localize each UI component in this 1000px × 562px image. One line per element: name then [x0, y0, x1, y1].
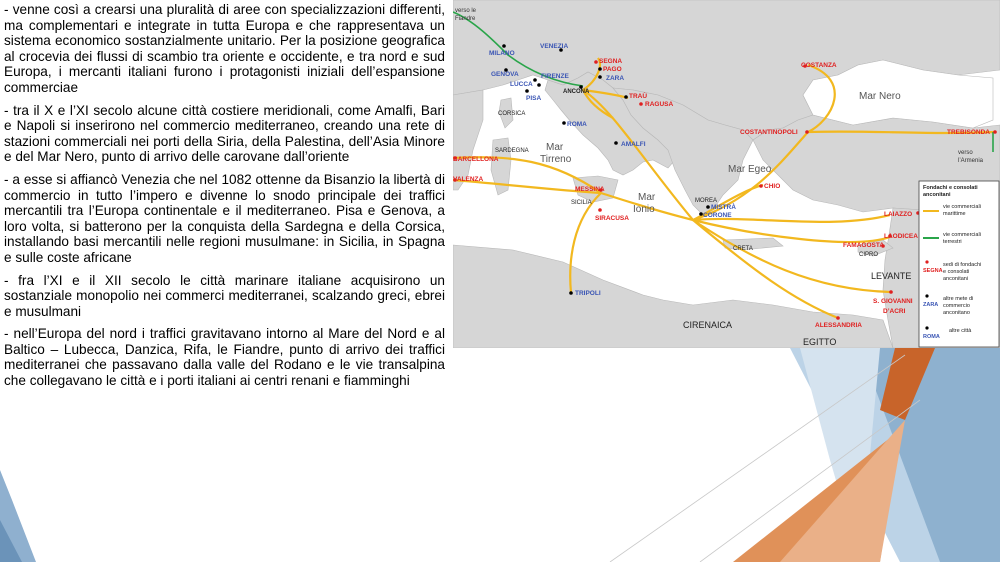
city-label: SARDEGNA [495, 148, 529, 154]
fondaco-label: CHIO [764, 183, 781, 190]
direction-label: Fiandre [455, 16, 476, 22]
paragraph: - fra l’XI e il XII secolo le città marinare italiane acquisirono un sostanziale monopolio nei commerci mediterranei, scalzando greci, ebrei e musulmani [4, 272, 445, 319]
legend-land-route-label: vie commerciali [943, 232, 981, 238]
fondaco-label: VALENZA [453, 176, 484, 183]
legend-fondaco-label: e consolati [943, 269, 970, 275]
direction-label: l’Armenia [958, 158, 984, 164]
city-dot [836, 316, 840, 320]
fondaco-label: LAIAZZO [884, 211, 913, 218]
city-dot [759, 184, 763, 188]
city-dot [525, 89, 529, 93]
fondaco-label: SIRACUSA [595, 215, 629, 222]
fondaco-label: PAGO [603, 66, 622, 73]
fondaco-label: LAODICEA [884, 233, 918, 240]
city-dot [533, 78, 537, 82]
fondaco-label: COSTANZA [801, 62, 837, 69]
fondaco-label: ALESSANDRIA [815, 322, 862, 329]
legend-fondaco-label: sedi di fondachi [943, 262, 982, 268]
sea-name: Mar Egeo [728, 164, 772, 175]
city-label: MOREA [695, 198, 718, 204]
legend-city-sample: ROMA [923, 334, 940, 340]
legend-title: anconitani [923, 192, 951, 198]
meta-label: ZARA [606, 75, 625, 82]
legend-meta-dot [925, 294, 928, 297]
meta-label: AMALFI [621, 141, 646, 148]
city-dot [562, 121, 566, 125]
fondaco-label: D’ACRI [883, 308, 906, 315]
region-name: CIRENAICA [683, 320, 733, 330]
legend-fondaco-dot [925, 260, 928, 263]
sea-name: Mar Nero [859, 91, 901, 102]
fondaco-label: S. GIOVANNI [873, 298, 913, 305]
city-dot [889, 290, 893, 294]
city-dot [569, 291, 573, 295]
sea-name: Tirreno [540, 154, 572, 165]
city-dot [598, 75, 602, 79]
sea-name: Ionio [633, 204, 655, 215]
meta-label: TRIPOLI [575, 290, 601, 297]
legend-fondaco-sample: SEGNA [923, 268, 943, 274]
city-dot [805, 130, 809, 134]
legend-city-label: altre città [949, 328, 972, 334]
meta-label: CORONE [703, 212, 732, 219]
paragraph: - tra il X e l’XI secolo alcune città costiere meridionali, come Amalfi, Bari e Napoli si inserirono nel commercio mediterraneo, creando una rete di stazioni commerciali nei porti della Siria, della Palestina, dell’Asia Minore e del Mar Nero, punto di arrivo delle carovane dall’oriente [4, 102, 445, 165]
city-dot [537, 83, 541, 87]
sea-name: Mar [546, 142, 564, 153]
legend-sea-route-label: marittime [943, 211, 966, 217]
region-name: LEVANTE [871, 271, 912, 281]
legend-land-route-label: terrestri [943, 239, 962, 245]
city-label: ANCONA [563, 89, 590, 95]
fondaco-label: FAMAGOSTA [843, 242, 885, 249]
meta-label: PISA [526, 95, 542, 102]
text-column [4, 2, 445, 396]
city-dot [706, 205, 710, 209]
meta-label: ROMA [567, 121, 587, 128]
city-label: SICILIA [571, 200, 592, 206]
legend-title: Fondachi e consolati [923, 185, 978, 191]
city-dot [598, 208, 602, 212]
city-label: CRETA [733, 246, 753, 252]
fondaco-label: BARCELLONA [453, 156, 499, 163]
trade-routes-map [453, 0, 1000, 348]
city-dot [598, 67, 602, 71]
legend-meta-label: commercio [943, 303, 970, 309]
direction-label: verso le [455, 8, 477, 14]
meta-label: FIRENZE [541, 73, 569, 80]
legend-meta-label: altre mete di [943, 296, 974, 302]
region-name: EGITTO [803, 337, 837, 347]
fondaco-label: SEGNA [599, 58, 623, 65]
meta-label: MISTRÀ [711, 204, 736, 211]
legend-meta-label: anconitano [943, 310, 970, 316]
fondaco-label: TRAÙ [629, 93, 648, 100]
paragraph: - nell’Europa del nord i traffici gravitavano intorno al Mare del Nord e al Baltico – Lubecca, Danzica, Rifa, le Fiandre, punto di arrivo dei traffici mediterranei che passavano dalla valle del Rodano e le vie transalpina che collegavano le città e i porti italiani ai centri renani e fiamminghi [4, 326, 445, 389]
legend-fondaco-label: anconitani [943, 276, 969, 282]
direction-label: verso [958, 150, 973, 156]
paragraph: - a esse si affiancò Venezia che nel 1082 ottenne da Bisanzio la libertà di commercio in tutto l’impero e divenne lo snodo principale dei traffici mercantili tra l’Europa continentale e il mediterraneo. Pisa e Genova, a loro volta, si batterono per la conquista della Sardegna e della Corsica, installando basi mercantili nelle regioni musulmane: in Sicilia, in Spagna e sulle coste africane [4, 171, 445, 265]
legend-meta-sample: ZARA [923, 302, 939, 308]
legend-city-dot [925, 326, 928, 329]
city-dot [614, 141, 618, 145]
meta-label: MILANO [489, 50, 515, 57]
city-dot [639, 102, 643, 106]
city-label: CIPRO [859, 252, 879, 258]
paragraph: - venne così a crearsi una pluralità di aree con specializzazioni differenti, ma complementari e integrate in tutta Europa e che rappresentava un sistema economico sostanzialmente unitario. Per la posizione geografica al crocevia dei flussi di scambio tra oriente e occidente, e tra nord e sud Europa, i mercanti italiani furono i protagonisti iniziali dell’espansione commerciae [4, 2, 445, 95]
city-label: CORSICA [498, 111, 526, 117]
city-dot [594, 60, 598, 64]
fondaco-label: COSTANTINOPOLI [740, 129, 798, 136]
meta-label: GENOVA [491, 71, 519, 78]
meta-label: LUCCA [510, 81, 533, 88]
city-dot [624, 95, 628, 99]
fondaco-label: TREBISONDA [947, 129, 990, 136]
fondaco-label: MESSINA [575, 186, 605, 193]
meta-label: VENEZIA [540, 43, 569, 50]
sea-name: Mar [638, 192, 656, 203]
map-legend [919, 181, 999, 347]
city-dot [502, 44, 506, 48]
city-dot [993, 130, 997, 134]
legend-sea-route-label: vie commerciali [943, 204, 981, 210]
fondaco-label: RAGUSA [645, 101, 674, 108]
